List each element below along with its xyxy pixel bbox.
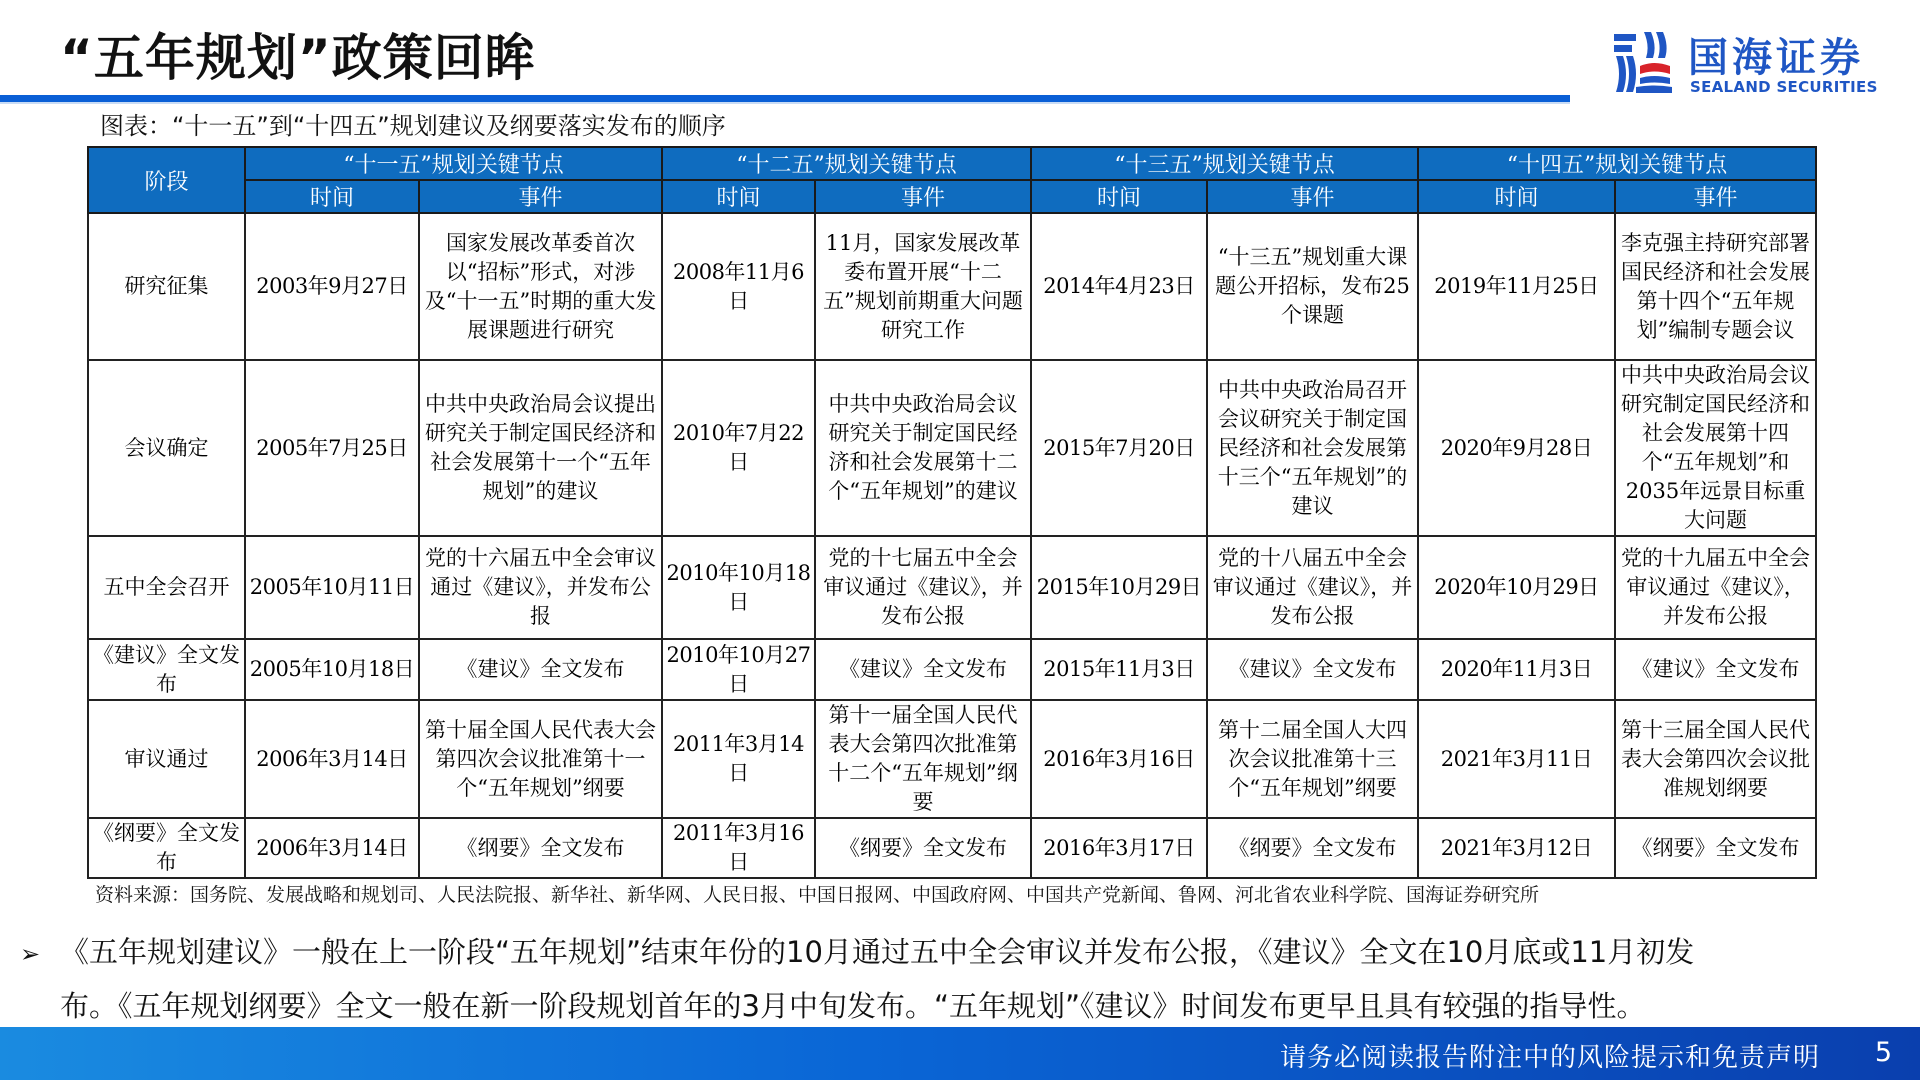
date-cell: 2006年3月14日 (245, 700, 419, 818)
company-logo (1612, 24, 1882, 104)
stage-label: 《纲要》全文发布 (88, 818, 245, 878)
header-event: 事件 (1615, 180, 1816, 213)
header-plan-11: “十一五”规划关键节点 (245, 147, 662, 180)
page-number: 5 (1874, 1037, 1892, 1068)
header-event: 事件 (419, 180, 662, 213)
event-cell: 《纲要》全文发布 (815, 818, 1031, 878)
event-cell: 中共中央政治局会议提出研究关于制定国民经济和社会发展第十一个“五年规划”的建议 (419, 360, 662, 536)
date-cell: 2021年3月11日 (1418, 700, 1615, 818)
header-plan-14: “十四五”规划关键节点 (1418, 147, 1816, 180)
sealand-logo-icon (1612, 30, 1674, 94)
date-cell: 2016年3月17日 (1031, 818, 1207, 878)
summary-bullet (20, 926, 1900, 1032)
event-cell: 党的十七届五中全会审议通过《建议》，并发布公报 (815, 536, 1031, 639)
header-plan-12: “十二五”规划关键节点 (662, 147, 1031, 180)
table-row (88, 818, 1816, 878)
date-cell: 2020年10月29日 (1418, 536, 1615, 639)
date-cell: 2010年10月27日 (662, 639, 815, 700)
date-cell: 2005年10月11日 (245, 536, 419, 639)
event-cell: 国家发展改革委首次以“招标”形式，对涉及“十一五”时期的重大发展课题进行研究 (419, 213, 662, 360)
event-cell: 第十一届全国人民代表大会第四次批准第十二个“五年规划”纲要 (815, 700, 1031, 818)
date-cell: 2020年11月3日 (1418, 639, 1615, 700)
stage-label: 会议确定 (88, 360, 245, 536)
event-cell: 党的十六届五中全会审议通过《建议》，并发布公报 (419, 536, 662, 639)
event-cell: 《建议》全文发布 (1615, 639, 1816, 700)
event-cell: 《建议》全文发布 (1207, 639, 1418, 700)
event-cell: 第十二届全国人大四次会议批准第十三个“五年规划”纲要 (1207, 700, 1418, 818)
bullet-line-1: 《五年规划建议》一般在上一阶段“五年规划”结束年份的10月通过五中全会审议并发布公报，《建议》全文在10月底或11月初发 (60, 935, 1695, 969)
date-cell: 2003年9月27日 (245, 213, 419, 360)
bullet-line-2: 布。《五年规划纲要》全文一般在新一阶段规划首年的3月中旬发布。“五年规划”《建议》时间发布更早且具有较强的指导性。 (60, 989, 1646, 1023)
date-cell: 2015年11月3日 (1031, 639, 1207, 700)
date-cell: 2005年7月25日 (245, 360, 419, 536)
event-cell: 《纲要》全文发布 (419, 818, 662, 878)
header-time: 时间 (662, 180, 815, 213)
date-cell: 2016年3月16日 (1031, 700, 1207, 818)
date-cell: 2010年7月22日 (662, 360, 815, 536)
date-cell: 2006年3月14日 (245, 818, 419, 878)
logo-text-en: SEALAND SECURITIES (1690, 78, 1878, 96)
stage-label: 《建议》全文发布 (88, 639, 245, 700)
header-event: 事件 (1207, 180, 1418, 213)
header-stage: 阶段 (88, 147, 245, 213)
event-cell: 第十三届全国人民代表大会第四次会议批准规划纲要 (1615, 700, 1816, 818)
date-cell: 2015年7月20日 (1031, 360, 1207, 536)
stage-label: 五中全会召开 (88, 536, 245, 639)
event-cell: 中共中央政治局召开会议研究关于制定国民经济和社会发展第十三个“五年规划”的建议 (1207, 360, 1418, 536)
event-cell: 第十届全国人民代表大会第四次会议批准第十一个“五年规划”纲要 (419, 700, 662, 818)
page-title: “五年规划”政策回眸 (60, 29, 536, 87)
date-cell: 2014年4月23日 (1031, 213, 1207, 360)
date-cell: 2020年9月28日 (1418, 360, 1615, 536)
header-time: 时间 (1031, 180, 1207, 213)
stage-label: 审议通过 (88, 700, 245, 818)
header-event: 事件 (815, 180, 1031, 213)
header-plan-13: “十三五”规划关键节点 (1031, 147, 1418, 180)
event-cell: 《纲要》全文发布 (1207, 818, 1418, 878)
table-row (88, 536, 1816, 639)
header-time: 时间 (1418, 180, 1615, 213)
table-row (88, 360, 1816, 536)
event-cell: 中共中央政治局会议研究关于制定国民经济和社会发展第十二个“五年规划”的建议 (815, 360, 1031, 536)
figure-caption: 图表：“十一五”到“十四五”规划建议及纲要落实发布的顺序 (100, 112, 726, 140)
date-cell: 2005年10月18日 (245, 639, 419, 700)
table-row (88, 213, 1816, 360)
bullet-arrow-icon: ➢ (20, 940, 41, 968)
event-cell: 中共中央政治局会议研究制定国民经济和社会发展第十四个“五年规划”和2035年远景目标重大问题 (1615, 360, 1816, 536)
event-cell: 《建议》全文发布 (815, 639, 1031, 700)
date-cell: 2015年10月29日 (1031, 536, 1207, 639)
date-cell: 2011年3月16日 (662, 818, 815, 878)
event-cell: 党的十八届五中全会审议通过《建议》，并发布公报 (1207, 536, 1418, 639)
logo-text-cn: 国海证券 (1688, 35, 1864, 81)
title-divider-shadow (0, 102, 1570, 104)
date-cell: 2019年11月25日 (1418, 213, 1615, 360)
date-cell: 2021年3月12日 (1418, 818, 1615, 878)
event-cell: 党的十九届五中全会审议通过《建议》，并发布公报 (1615, 536, 1816, 639)
table-row (88, 700, 1816, 818)
event-cell: 《纲要》全文发布 (1615, 818, 1816, 878)
event-cell: 《建议》全文发布 (419, 639, 662, 700)
table-row (88, 639, 1816, 700)
date-cell: 2008年11月6日 (662, 213, 815, 360)
stage-label: 研究征集 (88, 213, 245, 360)
source-note: 资料来源：国务院、发展战略和规划司、人民法院报、新华社、新华网、人民日报、中国日报网、中国政府网、中国共产党新闻、鲁网、河北省农业科学院、国海证券研究所 (95, 884, 1540, 906)
title-divider (0, 95, 1570, 102)
date-cell: 2010年10月18日 (662, 536, 815, 639)
date-cell: 2011年3月14日 (662, 700, 815, 818)
plan-timeline-table (87, 146, 1817, 879)
event-cell: 11月，国家发展改革委布置开展“十二五”规划前期重大问题研究工作 (815, 213, 1031, 360)
disclaimer-text: 请务必阅读报告附注中的风险提示和免责声明 (1279, 1043, 1820, 1073)
footer-bar (0, 1027, 1920, 1080)
event-cell: “十三五”规划重大课题公开招标，发布25个课题 (1207, 213, 1418, 360)
header-time: 时间 (245, 180, 419, 213)
event-cell: 李克强主持研究部署国民经济和社会发展第十四个“五年规划”编制专题会议 (1615, 213, 1816, 360)
